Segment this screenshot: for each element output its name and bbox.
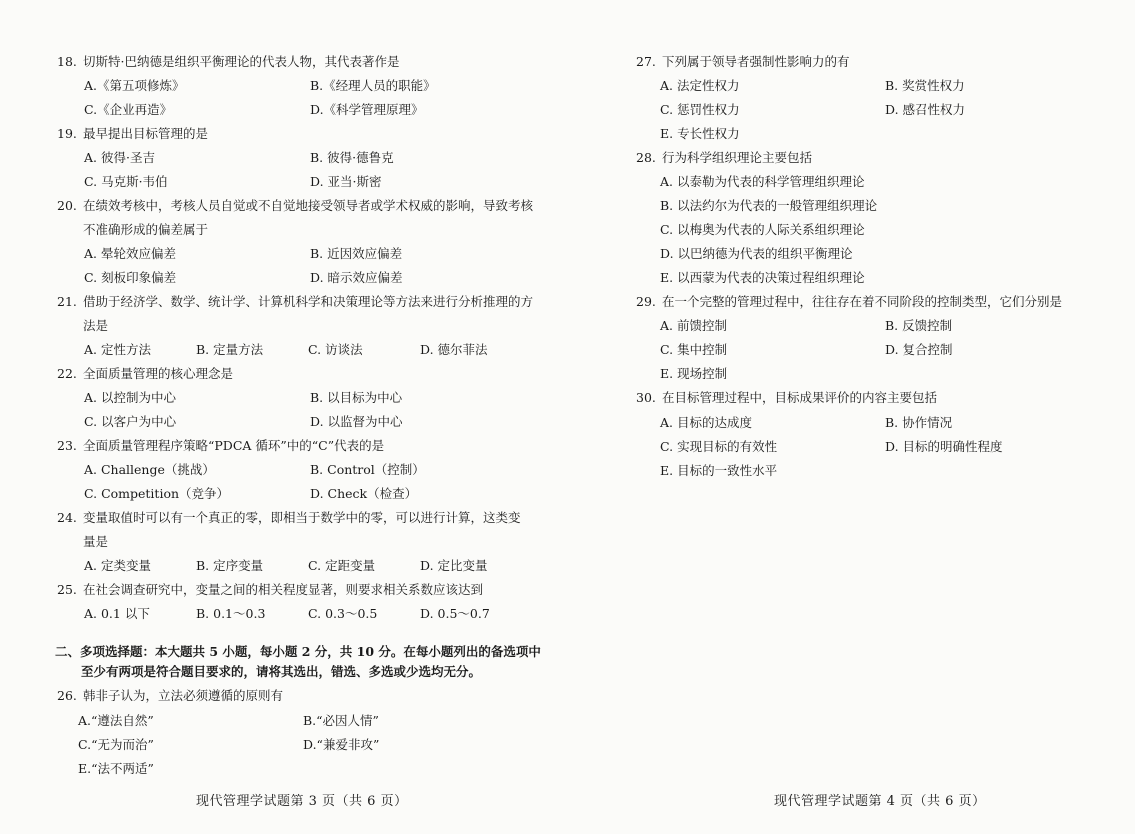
question-30-option-a: A. 目标的达成度: [660, 415, 752, 430]
question-27-option-a: A. 法定性权力: [660, 78, 740, 93]
section-header-line-2: 至少有两项是符合题目要求的，请将其选出，错选、多选或少选均无分。: [81, 664, 482, 679]
question-22-option-c: C. 以客户为中心: [84, 414, 177, 429]
question-21-option-c: C. 访谈法: [308, 342, 363, 357]
question-21-stem-cont: 法是: [83, 318, 109, 333]
question-29-option-e: E. 现场控制: [660, 366, 728, 381]
left-page: [0, 0, 560, 834]
question-26-option-a: A.“遵法自然”: [78, 713, 154, 728]
question-30-option-d: D. 目标的明确性程度: [885, 439, 1003, 454]
question-25-option-c: C. 0.3～0.5: [308, 606, 378, 621]
question-23-option-d: D. Check（检查）: [310, 486, 418, 501]
question-24-option-d: D. 定比变量: [420, 558, 488, 573]
question-27-option-e: E. 专长性权力: [660, 126, 740, 141]
question-25-option-b: B. 0.1～0.3: [196, 606, 266, 621]
question-18-option-b: B.《经理人员的职能》: [310, 78, 436, 93]
question-20-option-d: D. 暗示效应偏差: [310, 270, 403, 285]
question-18-option-c: C.《企业再造》: [84, 102, 173, 117]
question-24-option-a: A. 定类变量: [84, 558, 151, 573]
question-26-option-b: B.“必因人情”: [303, 713, 379, 728]
question-29-stem: 29. 在一个完整的管理过程中，往往存在着不同阶段的控制类型，它们分别是: [636, 294, 1063, 309]
question-28-option-d: D. 以巴纳德为代表的组织平衡理论: [660, 246, 853, 261]
question-22-option-b: B. 以目标为中心: [310, 390, 403, 405]
question-25-option-d: D. 0.5～0.7: [420, 606, 490, 621]
question-30-option-b: B. 协作情况: [885, 415, 953, 430]
question-23-option-c: C. Competition（竞争）: [84, 486, 230, 501]
question-24-stem: 24. 变量取值时可以有一个真正的零，即相当于数学中的零，可以进行计算，这类变: [57, 510, 521, 525]
question-30-option-c: C. 实现目标的有效性: [660, 439, 778, 454]
question-30-stem: 30. 在目标管理过程中，目标成果评价的内容主要包括: [636, 390, 938, 405]
question-20-stem: 20. 在绩效考核中，考核人员自觉或不自觉地接受领导者或学术权威的影响，导致考核: [57, 198, 534, 213]
page-footer-left: 现代管理学试题第 3 页（共 6 页）: [196, 794, 408, 809]
question-25-option-a: A. 0.1 以下: [84, 606, 150, 621]
question-23-option-b: B. Control（控制）: [310, 462, 425, 477]
question-23-stem: 23. 全面质量管理程序策略“PDCA 循环”中的“C”代表的是: [57, 438, 385, 453]
question-27-option-b: B. 奖赏性权力: [885, 78, 965, 93]
question-29-option-b: B. 反馈控制: [885, 318, 953, 333]
question-21-option-b: B. 定量方法: [196, 342, 264, 357]
section-header-line-1: 二、多项选择题：本大题共 5 小题，每小题 2 分，共 10 分。在每小题列出的备选项中: [55, 644, 541, 659]
question-20-stem-cont: 不准确形成的偏差属于: [83, 222, 209, 237]
question-30-option-e: E. 目标的一致性水平: [660, 463, 778, 478]
question-23-option-a: A. Challenge（挑战）: [84, 462, 215, 477]
question-24-stem-cont: 量是: [83, 534, 109, 549]
question-21-option-a: A. 定性方法: [84, 342, 151, 357]
question-20-option-c: C. 刻板印象偏差: [84, 270, 177, 285]
question-25-stem: 25. 在社会调查研究中，变量之间的相关程度显著，则要求相关系数应该达到: [57, 582, 484, 597]
question-19-option-c: C. 马克斯·韦伯: [84, 174, 168, 189]
question-21-stem: 21. 借助于经济学、数学、统计学、计算机科学和决策理论等方法来进行分析推理的方: [57, 294, 534, 309]
question-29-option-d: D. 复合控制: [885, 342, 953, 357]
question-28-stem: 28. 行为科学组织理论主要包括: [636, 150, 813, 165]
question-22-option-d: D. 以监督为中心: [310, 414, 403, 429]
question-27-option-d: D. 感召性权力: [885, 102, 966, 117]
question-19-option-b: B. 彼得·德鲁克: [310, 150, 394, 165]
question-26-option-e: E.“法不两适”: [78, 761, 154, 776]
question-18-option-a: A.《第五项修炼》: [84, 78, 185, 93]
question-18-option-d: D.《科学管理原理》: [310, 102, 424, 117]
question-22-stem: 22. 全面质量管理的核心理念是: [57, 366, 234, 381]
question-20-option-b: B. 近因效应偏差: [310, 246, 403, 261]
question-27-stem: 27. 下列属于领导者强制性影响力的有: [636, 54, 850, 69]
question-24-option-b: B. 定序变量: [196, 558, 264, 573]
question-28-option-e: E. 以西蒙为代表的决策过程组织理论: [660, 270, 865, 285]
question-22-option-a: A. 以控制为中心: [84, 390, 176, 405]
question-29-option-c: C. 集中控制: [660, 342, 728, 357]
question-19-option-a: A. 彼得·圣吉: [84, 150, 155, 165]
question-28-option-a: A. 以泰勒为代表的科学管理组织理论: [660, 174, 865, 189]
question-28-option-c: C. 以梅奥为代表的人际关系组织理论: [660, 222, 865, 237]
right-page: [580, 0, 1135, 834]
page-footer-right: 现代管理学试题第 4 页（共 6 页）: [774, 794, 986, 809]
question-19-option-d: D. 亚当·斯密: [310, 174, 382, 189]
question-19-stem: 19. 最早提出目标管理的是: [57, 126, 209, 141]
question-26-stem: 26. 韩非子认为，立法必须遵循的原则有: [57, 688, 284, 703]
question-26-option-c: C.“无为而治”: [78, 737, 154, 752]
section-header: [55, 642, 545, 682]
question-26-option-d: D.“兼爱非攻”: [303, 737, 380, 752]
question-21-option-d: D. 德尔菲法: [420, 342, 488, 357]
question-24-option-c: C. 定距变量: [308, 558, 376, 573]
question-20-option-a: A. 晕轮效应偏差: [84, 246, 176, 261]
question-28-option-b: B. 以法约尔为代表的一般管理组织理论: [660, 198, 878, 213]
question-18-stem: 18. 切斯特·巴纳德是组织平衡理论的代表人物，其代表著作是: [57, 54, 400, 69]
question-27-option-c: C. 惩罚性权力: [660, 102, 740, 117]
question-29-option-a: A. 前馈控制: [660, 318, 727, 333]
